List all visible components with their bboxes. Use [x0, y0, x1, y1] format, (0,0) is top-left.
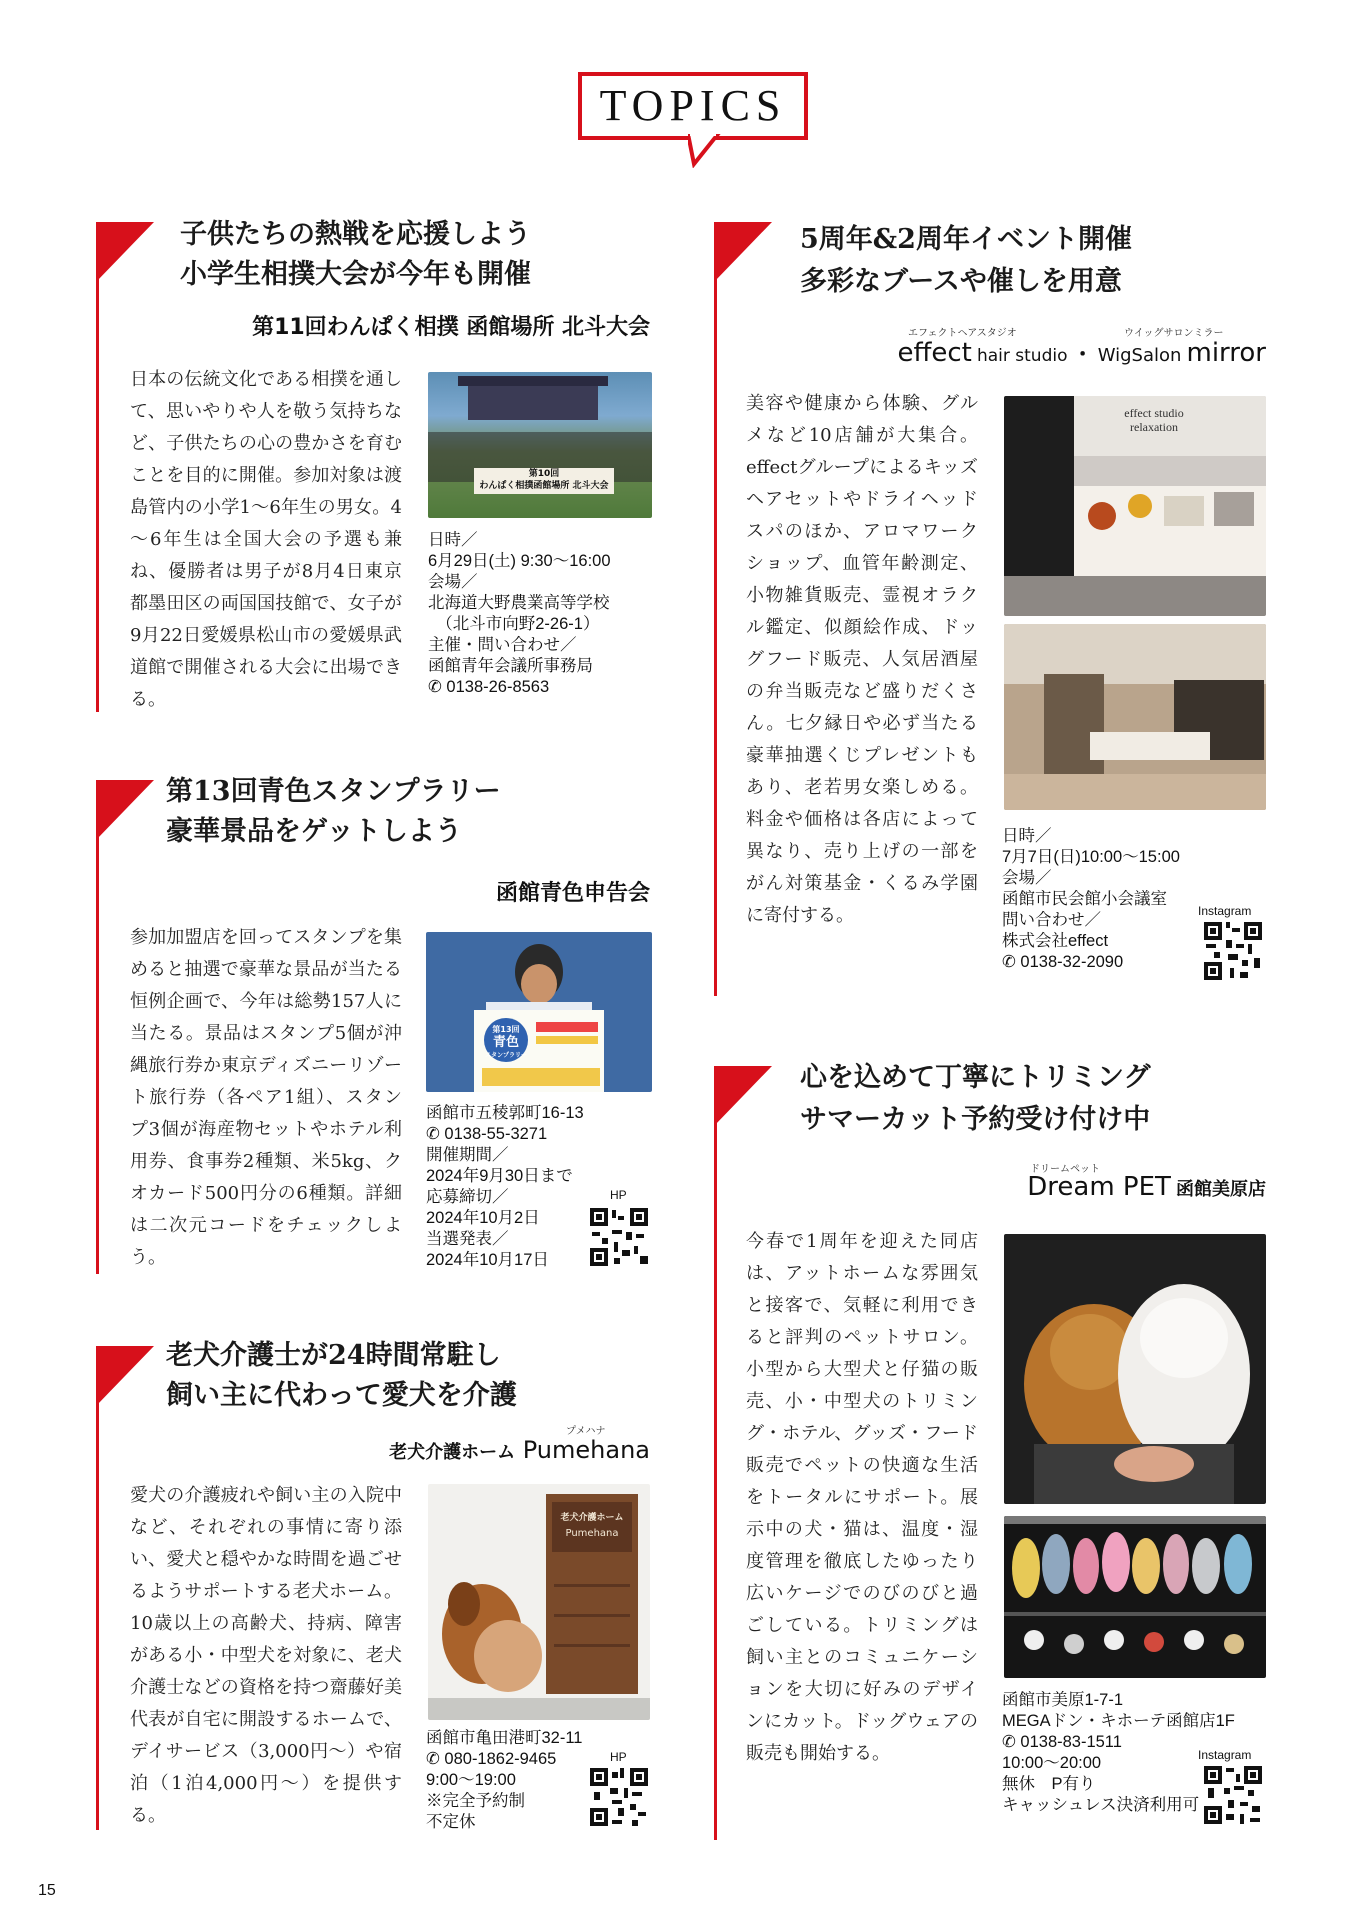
sumo-group-photo: [428, 372, 652, 518]
event-info: 函館市五稜郭町16-13 ✆ 0138-55-3271 開催期間／ 2024年9月30日まで 応募締切／ 2024年10月2日 当選発表／ 2024年10月17日: [426, 1104, 584, 1269]
qr-code-icon[interactable]: [588, 1206, 650, 1268]
store-info: 函館市美原1-7-1 MEGAドン・キホーテ函館店1F ✆ 0138-83-1511 10:00～20:00 無休 P有り キャッシュレス決済利用可: [1002, 1691, 1235, 1814]
poster-line-3: スタンプラリー: [484, 1052, 527, 1059]
sponsor-name: [862, 338, 1266, 368]
headline-line-1: 心を込めて丁寧にトリミング: [800, 1062, 1151, 1093]
event-info: 函館市亀田港町32-11 ✆ 080-1862-9465 9:00～19:00 ※完全予約制 不定休: [426, 1729, 583, 1831]
article-body: 美容や健康から体験、グルメなど10店舗が大集合。effectグループによるキッズヘアセットやドライヘッドスパのほか、アロマワークショップ、血管年齢測定、小物雑貨販売、霊視オラクル鑑定、似顔絵作成、ドッグフード販売、人気居酒屋の弁当販売など盛りだくさん。七夕縁日や必ず当たる豪華抽選くじプレゼントもあり、老若男女楽しめる。料金や価格は各店によって異なり、売り上げの一部をがん対策基金・くるみ学園に寄付する。: [746, 393, 978, 926]
sponsor-separator: ・: [1072, 342, 1093, 366]
accent-line: [96, 1350, 99, 1830]
display-text: [1094, 406, 1214, 434]
display-line-2: relaxation: [1130, 420, 1178, 434]
sponsor-brand: Pumehana: [522, 1436, 650, 1464]
sponsor-brand: Dream PET: [1027, 1172, 1171, 1202]
headline-line-2: 小学生相撲大会が今年も開催: [180, 259, 531, 290]
poster-text: [484, 1024, 528, 1061]
sponsor-ruby-a: エフェクトヘアスタジオ: [908, 328, 1017, 339]
headline-line-2: サマーカット予約受け付け中: [800, 1104, 1151, 1135]
qr-code-icon[interactable]: [1202, 1764, 1264, 1826]
effect-salon-room-photo: [1004, 624, 1266, 810]
qr-label: HP: [610, 1188, 627, 1202]
photo-sign: [552, 1510, 632, 1542]
sponsor-name: [900, 1172, 1266, 1202]
sponsor-name: [300, 1436, 650, 1464]
qr-label: Instagram: [1198, 1748, 1252, 1762]
accent-line: [96, 784, 99, 1274]
sponsor-ruby: ドリームペット: [1030, 1164, 1100, 1175]
headline-line-2: 多彩なブースや催しを用意: [800, 266, 1122, 297]
qr-code-icon[interactable]: [588, 1766, 650, 1828]
sponsor-b: mirror: [1186, 338, 1266, 368]
sponsor-branch: 函館美原店: [1176, 1179, 1266, 1200]
sponsor-ruby: プメハナ: [566, 1426, 606, 1437]
banner-line-1: 第10回: [528, 469, 560, 479]
sponsor-a-sub: hair studio: [976, 346, 1068, 366]
page-title: TOPICS: [599, 81, 787, 130]
headline-line-1: 第13回青色スタンプラリー: [166, 776, 501, 807]
event-info: 日時／ 7月7日(日)10:00～15:00 会場／ 函館市民会館小会議室 問い合わせ／ 株式会社effect ✆ 0138-32-2090: [1002, 827, 1180, 971]
article-body: 愛犬の介護疲れや飼い主の入院中など、それぞれの事情に寄り添い、愛犬と穏やかな時間を過ごせるようサポートする老犬ホーム。10歳以上の高齢犬、持病、障害がある小・中型犬を対象に、老犬介護士などの資格を持つ齋藤好美代表が自宅に開設するホームで、デイサービス（3,000円～）や宿泊（1泊4,000円～）を提供する。: [130, 1485, 402, 1826]
headline-line-1: 老犬介護士が24時間常駐し: [166, 1340, 501, 1371]
article-body: 今春で1周年を迎えた同店は、アットホームな雰囲気と接客で、気軽に利用できると評判のペットサロン。小型から大型犬と仔猫の販売、小・中型犬のトリミング・ホテル、グッズ・フード販売でペットの快適な生活をトータルにサポート。展示中の犬・猫は、温度・湿度管理を徹底したゆったり広いケージでのびのびと過ごしている。トリミングは飼い主とのコミュニケーションを大切に好みのデザインにカット。ドッグウェアの販売も開始する。: [746, 1231, 978, 1764]
headline-line-1: 5周年&2周年イベント開催: [800, 224, 1132, 255]
photo-banner: [474, 468, 614, 492]
article-body: 日本の伝統文化である相撲を通して、思いやりや人を敬う気持ちなど、子供たちの心の豊かさを育むことを目的に開催。参加対象は渡島管内の小学1～6年生の男女。4～6年生は全国大会の予選も兼ね、優勝者は男子が8月4日東京都墨田区の両国国技館で、女子が9月22日愛媛県松山市の愛媛県武道館で開催される大会に出場できる。: [130, 369, 402, 710]
sign-line-2: Pumehana: [565, 1528, 619, 1539]
red-flag-icon: [714, 1066, 774, 1126]
stamp-rally-photo: [426, 932, 652, 1092]
sponsor-prefix: 老犬介護ホーム: [389, 1442, 516, 1463]
accent-line: [714, 1070, 717, 1840]
qr-code-icon[interactable]: [1202, 920, 1264, 982]
pet-toys-photo: [1004, 1516, 1266, 1678]
event-info: 日時／ 6月29日(土) 9:30～16:00 会場／ 北海道大野農業高等学校 （北斗市向野2-26-1） 主催・問い合わせ／ 函館青年会議所事務局 ✆ 0138-26-8563: [428, 531, 611, 696]
red-flag-icon: [96, 780, 156, 840]
sponsor-b-prefix: WigSalon: [1097, 345, 1182, 366]
effect-booth-photo: [1004, 396, 1266, 616]
sponsor-name: 函館青色申告会: [495, 881, 650, 906]
poster-line-2: 青色: [492, 1035, 519, 1050]
red-flag-icon: [96, 1346, 156, 1406]
headline-line-2: 飼い主に代わって愛犬を介護: [166, 1380, 517, 1411]
sponsor-a: effect: [897, 338, 972, 368]
sign-line-1: 老犬介護ホーム: [560, 1513, 624, 1523]
pumehana-dogs-photo: [428, 1484, 650, 1720]
article-body: 参加加盟店を回ってスタンプを集めると抽選で豪華な景品が当たる恒例企画で、今年は総勢157人に当たる。景品はスタンプ5個が沖縄旅行券か東京ディズニーリゾート旅行券（各ペア1組）、スタンプ3個が海産物セットやホテル利用券、食事券2種類、米5kg、クオカード500円分の6種類。詳細は二次元コードをチェックしよう。: [130, 927, 402, 1268]
page-number: 15: [38, 1882, 56, 1899]
sponsor-name: 第11回わんぱく相撲 函館場所 北斗大会: [252, 315, 650, 340]
sponsor-ruby-b: ウイッグサロンミラー: [1124, 328, 1224, 339]
qr-label: Instagram: [1198, 904, 1252, 918]
red-flag-icon: [96, 222, 156, 282]
headline-line-1: 子供たちの熱戦を応援しよう: [180, 219, 531, 250]
topics-header-box: [578, 72, 808, 140]
poster-line-1: 第13回: [492, 1025, 520, 1034]
banner-line-2: わんぱく相撲函館場所 北斗大会: [479, 481, 609, 491]
qr-label: HP: [610, 1750, 627, 1764]
accent-line: [96, 226, 99, 712]
pomeranian-cat-photo: [1004, 1234, 1266, 1504]
display-line-1: effect studio: [1124, 406, 1184, 420]
red-flag-icon: [714, 222, 774, 282]
accent-line: [714, 226, 717, 996]
speech-tail-icon: [688, 134, 724, 168]
headline-line-2: 豪華景品をゲットしよう: [166, 816, 462, 847]
